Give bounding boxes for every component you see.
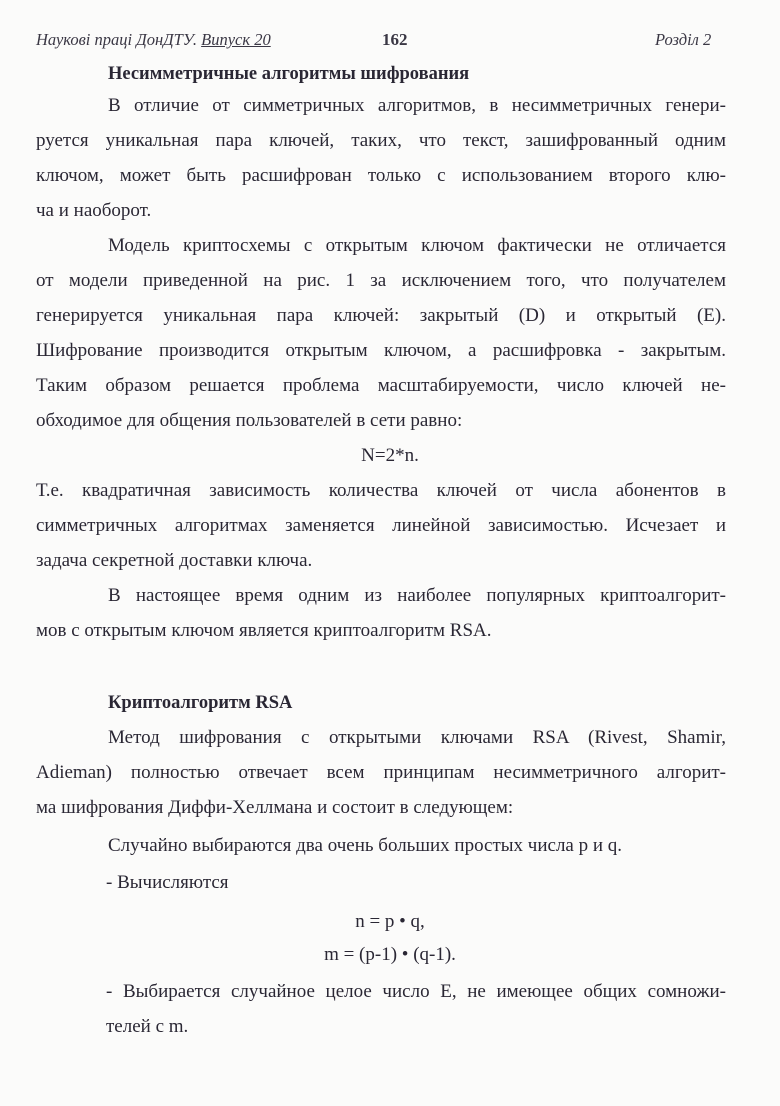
formula: m = (p-1) • (q-1).	[324, 944, 456, 965]
formula: n = p • q,	[355, 911, 425, 932]
section-label: Розділ 2	[655, 30, 712, 49]
paragraph-line: Таким образом решается проблема масштабируемости, число ключей не-	[36, 375, 726, 396]
paragraph-line: Модель криптосхемы с открытым ключом фактически не отличается	[108, 235, 726, 256]
issue-number: Випуск 20	[201, 30, 271, 49]
paragraph-line: ча и наоборот.	[36, 200, 152, 221]
paragraph-line: генерируется уникальная пара ключей: закрытый (D) и открытый (E).	[36, 305, 726, 326]
paragraph-line: Шифрование производится открытым ключом, а расшифровка - закрытым.	[36, 340, 726, 361]
paragraph-line: обходимое для общения пользователей в сети равно:	[36, 410, 463, 431]
paragraph-line: симметричных алгоритмах заменяется линейной зависимостью. Исчезает и	[36, 515, 726, 536]
paragraph-line: от модели приведенной на рис. 1 за исключением того, что получателем	[36, 270, 726, 291]
section-title: Несимметричные алгоритмы шифрования	[108, 64, 470, 84]
paragraph-line: руется уникальная пара ключей, таких, что текст, зашифрованный одним	[36, 130, 726, 151]
section-title: Криптоалгоритм RSA	[108, 693, 293, 713]
paragraph-line: задача секретной доставки ключа.	[36, 550, 313, 571]
paragraph-line: мов с открытым ключом является криптоалгоритм RSA.	[36, 620, 492, 641]
journal-name: Наукові праці ДонДТУ.	[36, 30, 197, 49]
paragraph-line: В отличие от симметричных алгоритмов, в несимметричных генери-	[108, 95, 726, 116]
running-header-journal	[36, 30, 271, 50]
paragraph-line: Т.е. квадратичная зависимость количества ключей от числа абонентов в	[36, 480, 726, 501]
paragraph-line: ма шифрования Диффи-Хеллмана и состоит в следующем:	[36, 797, 514, 818]
paragraph-line: Метод шифрования с открытыми ключами RSA (Rivest, Shamir,	[108, 727, 726, 748]
paragraph-line: Adieman) полностью отвечает всем принципам несимметричного алгорит-	[36, 762, 726, 783]
paragraph-line: ключом, может быть расшифрован только с использованием второго клю-	[36, 165, 726, 186]
paragraph-line: В настоящее время одним из наиболее популярных криптоалгорит-	[108, 585, 726, 606]
list-item: - Вычисляются	[106, 872, 229, 893]
list-item: телей с m.	[106, 1016, 189, 1037]
page-number: 162	[382, 30, 408, 49]
paragraph-line: Случайно выбираются два очень больших простых числа p и q.	[108, 835, 623, 856]
formula: N=2*n.	[361, 445, 419, 466]
list-item: - Выбирается случайное целое число E, не имеющее общих сомножи-	[106, 981, 726, 1002]
